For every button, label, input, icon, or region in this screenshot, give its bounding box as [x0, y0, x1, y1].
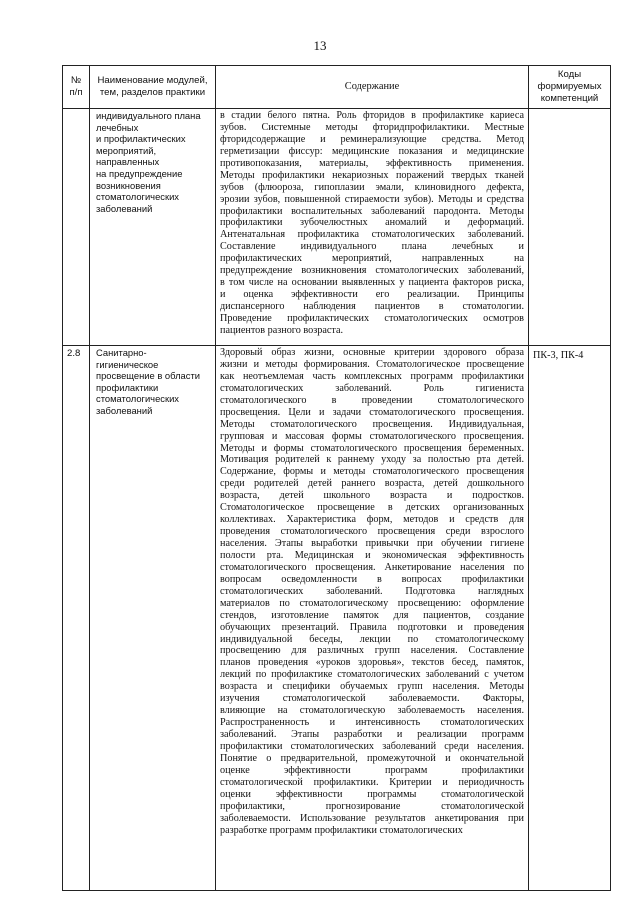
content-line: и оценка эффективности его реализации. Принципы	[220, 289, 524, 301]
module-name-line: мероприятий,	[96, 144, 157, 156]
content-line: планов проведения «уроков здоровья», текстов бесед, памяток,	[220, 657, 524, 669]
content-line: полости рта. Медицинская и экономическая эффективность	[220, 549, 524, 561]
row-number	[63, 109, 90, 346]
content-line: Понятие о предварительной, промежуточной и окончательной	[220, 752, 524, 764]
module-name-line: просвещение в области	[96, 370, 200, 382]
content-line: заболеваний. Этапы разработки и реализации программ	[220, 729, 524, 740]
module-name-line: заболеваний	[96, 202, 153, 214]
content-line: Методы и формы стоматологического просвещения беременных.	[220, 442, 524, 454]
module-name-line: лечебных	[96, 121, 139, 133]
content-line: обучающих презентаций. Правила подготовки и проведения	[220, 621, 524, 633]
header-content: Содержание	[216, 66, 529, 109]
content-line: зубов (флюороза, гипоплазии эмали, клиновидного дефекта,	[220, 181, 524, 193]
module-name-line: стоматологических	[96, 191, 179, 203]
content-line: пациентов разного возраста.	[220, 324, 344, 336]
content-line: эрозии зубов, повышенной стираемости зубов). Методы и средства	[220, 193, 524, 205]
content-line: возраста, детей школьного возраста и подростков.	[220, 490, 524, 502]
content-line: профилактики зубочелюстных аномалий и деформаций.	[220, 217, 524, 229]
content-line: Методы стоматологического просвещения. Индивидуальная,	[220, 418, 524, 430]
content-line: Распространенность и интенсивность стоматологических	[220, 717, 524, 729]
content-line: среди родителей детей раннего возраста, детей дошкольного	[220, 478, 524, 490]
content-line: стоматологического просвещения. Анкетирование населения по	[220, 561, 524, 573]
content-line: Здоровый образ жизни, основные критерии здорового образа	[220, 347, 524, 358]
content-line: разработке программ профилактики стоматологических	[220, 824, 463, 836]
module-name-line: гигиеническое	[96, 358, 159, 370]
table-row	[63, 109, 611, 346]
content-line: проведения стоматологического просвещения среди взрослого	[220, 526, 524, 538]
module-name-line: и профилактических	[96, 133, 186, 145]
module-name	[90, 109, 216, 346]
content-line: заболеваемости. Использование результатов анкетирования при	[220, 812, 524, 824]
content-line: влияющие на стоматологическую заболеваемость населения.	[220, 705, 524, 717]
module-name-line: индивидуального плана	[96, 110, 201, 121]
module-name-line: стоматологических	[96, 393, 179, 405]
content-line: Методы профилактики некариозных поражений твердых тканей	[220, 169, 524, 181]
content-line: в стадии белого пятна. Роль фторидов в профилактике кариеса	[220, 110, 524, 121]
content-line: герметизации фиссур: медицинские показания и медицинские	[220, 145, 524, 157]
content-line: жизни и методы формирования. Стоматологическое просвещение	[220, 358, 524, 370]
content-line: в том числе на основании выявленных у пациента факторов риска,	[220, 277, 524, 289]
content-line: индивидуальной беседы, лекции по стоматологическому	[220, 633, 524, 645]
content-line: предупреждение возникновения стоматологических заболеваний,	[220, 265, 524, 277]
row-number: 2.8	[63, 346, 90, 891]
content-line: лекций по профилактике стоматологических заболеваний с учетом	[220, 669, 524, 681]
content-line: просвещения. Цели и задачи стоматологического просвещения.	[220, 406, 524, 418]
content-line: стоматологической профилактики. Критерии и периодичность	[220, 776, 524, 788]
content-line: зубов. Системные методы фторидпрофилактики. Местные	[220, 121, 524, 133]
table-row	[63, 346, 611, 891]
header-num: № п/п	[63, 66, 90, 109]
module-name-line: заболеваний	[96, 404, 153, 416]
content-line: Антенатальная профилактика стоматологических заболеваний.	[220, 229, 524, 241]
content-text	[216, 346, 529, 891]
header-codes: Коды формируемых компетенций	[529, 66, 611, 109]
content-line: групповая и массовая формы стоматологического просвещения.	[220, 430, 524, 442]
content-line: Мотивация родителей к раннему уходу за полостью рта детей.	[220, 454, 524, 466]
content-line: Содержание, формы и методы стоматологического просвещения	[220, 466, 524, 478]
content-line: стоматологических заболеваний. Подготовка наглядных	[220, 585, 524, 597]
content-line: стоматологического в проведении стоматологического	[220, 394, 524, 406]
content-line: противопоказания, материалы, эффективность применения.	[220, 157, 524, 169]
header-name: Наименование модулей, тем, разделов практики	[90, 66, 216, 109]
content-line: материалов по стоматологическому просвещению: оформление	[220, 597, 524, 609]
competency-codes	[529, 109, 611, 346]
content-line: профилактических мероприятий, направленных на	[220, 253, 524, 265]
module-name	[90, 346, 216, 891]
module-name-line: профилактики	[96, 381, 159, 393]
content-line: оценки эффективности программы стоматологической	[220, 788, 524, 800]
content-line: как неотъемлемая часть комплексных программ профилактики	[220, 370, 524, 382]
content-line: стоматологических заболеваний. Роль гигиениста	[220, 382, 524, 394]
content-line: профилактики воспалительных заболеваний пародонта. Методы	[220, 205, 524, 217]
content-line: возраста и специфики обучаемых групп населения. Методы	[220, 681, 524, 693]
content-text	[216, 109, 529, 346]
content-line: населения. Этапы выработки привычки при обучении гигиене	[220, 538, 524, 549]
module-name-line: на предупреждение	[96, 167, 183, 179]
content-line: оценке эффективности программ профилактики	[220, 764, 524, 776]
page-number: 13	[313, 38, 327, 53]
module-name-line: Санитарно-	[96, 347, 147, 358]
content-line: просвещению для различных групп населения. Составление	[220, 645, 524, 657]
practice-content-table	[62, 65, 611, 891]
content-line: профилактики стоматологических заболеваний среди населения.	[220, 740, 524, 752]
content-line: диспансерного наблюдения пациентов в стоматологии.	[220, 301, 524, 312]
table-header-row	[63, 66, 611, 109]
content-line: Стоматологическое просвещение в детских организованных	[220, 502, 524, 514]
content-line: коллективах. Характеристика форм, методов и средств для	[220, 514, 524, 526]
content-line: фторидсодержащие и реминерализующие средства. Метод	[220, 133, 524, 145]
content-line: стендов, изготовление памяток для пациентов, создание	[220, 609, 524, 621]
module-name-line: возникновения	[96, 179, 161, 191]
content-line: профилактики, прогнозирование стоматологической	[220, 800, 524, 812]
content-line: Составление индивидуального плана лечебных и	[220, 241, 524, 253]
module-name-line: направленных	[96, 156, 160, 168]
content-line: вопросам осведомленности в вопросах профилактики	[220, 573, 524, 585]
competency-codes: ПК-3, ПК-4	[529, 346, 611, 891]
content-line: изучения стоматологической заболеваемости. Факторы,	[220, 693, 524, 705]
content-line: Проведение профилактических стоматологических осмотров	[220, 312, 524, 324]
